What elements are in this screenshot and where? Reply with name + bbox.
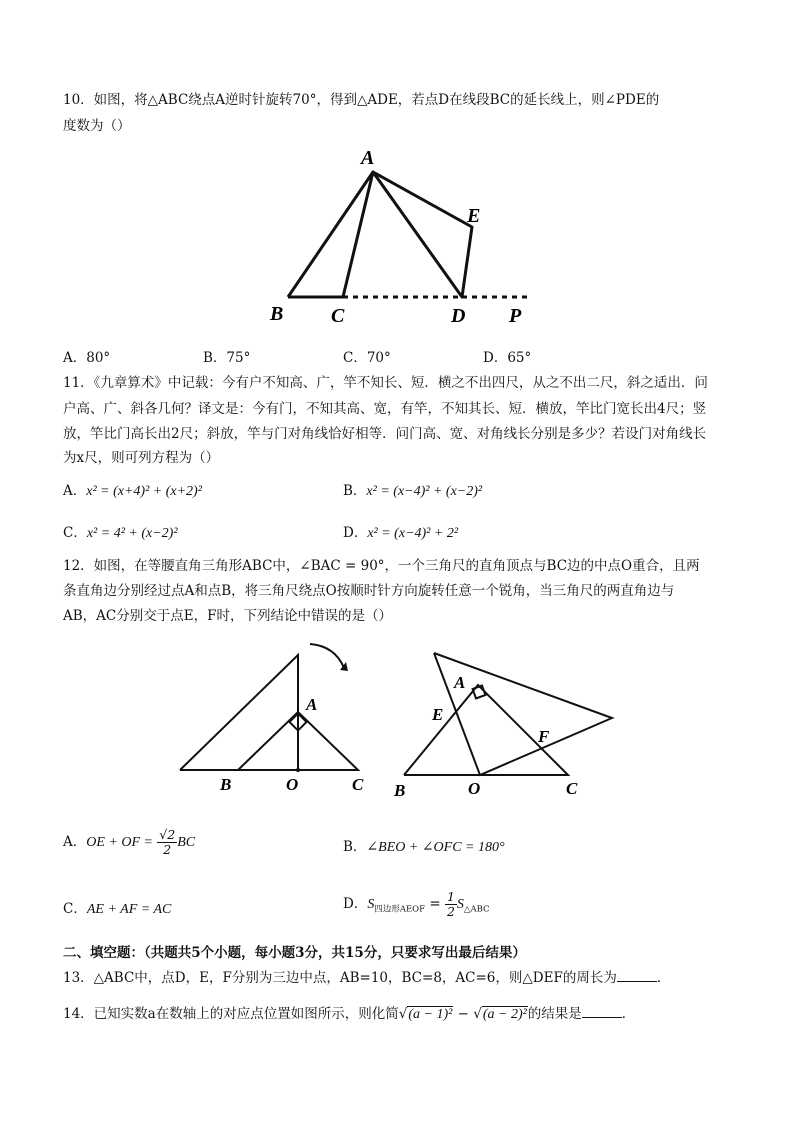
option-lhs: OE + OF = [86,835,153,850]
fig2-label-b: B [394,781,406,800]
numerator: 1 [446,889,455,904]
q11-stem-line2: 户高、广、斜各几何？译文是：今有门，不知其高、宽，有竿，不知其长、短．横放，竿比门宽长出4尺；竖 [63,401,707,417]
option-expr: x² = (x−4)² + 2² [367,526,459,541]
set-square [180,655,298,770]
fraction [157,828,177,857]
fig2-label-e: E [432,705,444,724]
q10-stem-line1: 10．如图，将△ABC绕点A逆时针旋转70°，得到△ADE，若点D在线段BC的延长线上，则∠PDE的 [63,92,660,108]
option-expr: AE + AF = AC [86,902,172,917]
q10-option-b: B．75° [203,350,251,366]
q12-option-c [63,900,171,919]
lhs-subscript: 四边形AEOF [374,904,426,915]
fig2-label-a: A [454,673,466,692]
label-d: D [451,305,466,327]
option-lhs: S [367,897,375,912]
option-rhs: BC [177,835,196,850]
q12-stem-line2: 条直角边分别经过点A和点B，将三角尺绕点O按顺时针方向旋转任意一个锐角，当三角尺的两直角边与 [63,583,675,599]
rhs-subscript: △ABC [463,904,490,915]
option-expr: x² = (x−4)² + (x−2)² [366,484,483,499]
fig1-label-a: A [306,695,318,714]
q11-option-d [343,524,458,543]
q11-option-c [63,524,178,543]
rotation-arrow [310,644,344,668]
q10-figure [255,140,545,335]
fraction [445,890,457,919]
label-c: C [331,305,345,327]
point-o [296,768,300,772]
q14-text: 14．已知实数a在数轴上的对应点位置如图所示，则化简 [63,1006,399,1022]
q14-end: ． [621,1006,636,1022]
option-letter: D． [343,525,368,541]
option-rhs: S [456,897,464,912]
label-b: B [270,303,284,325]
triangle-ade [373,172,472,297]
answer-blank[interactable] [582,1005,622,1018]
q11-stem-line3: 放，竿比门高长出2尺；斜放，竿与门对角线恰好相等．问门高、宽、对角线长分别是多少？若设门对角线长 [63,426,707,442]
option-letter: D． [343,896,368,912]
q13-text: 13．△ABC中，点D，E，F分别为三边中点，AB=10，BC=8，AC=6，则△DEF的周长为 [63,970,617,986]
rotated-set-square [434,653,612,775]
label-a: A [361,147,375,169]
q11-option-a [63,482,202,501]
q12-option-b [343,838,505,857]
q10-option-d: D．65° [483,350,532,366]
fig1-label-c: C [352,775,364,794]
q12-stem-line1: 12．如图，在等腰直角三角形ABC中，∠BAC = 90°，一个三角尺的直角顶点与BC边的中点O重合，且两 [63,558,700,574]
sqrt-icon: √ [398,1006,408,1022]
fig1-label-b: B [220,775,232,794]
triangle-abc [288,172,373,297]
q12-option-d [343,890,490,919]
label-p: P [509,305,522,327]
denominator: 2 [446,904,455,919]
answer-blank[interactable] [617,969,657,982]
minus-sign: − [453,1006,474,1022]
q12-option-a [63,828,195,857]
q13-end: ． [656,970,671,986]
fig2-label-c: C [566,779,578,798]
fig2-label-o: O [468,779,481,798]
option-expr: x² = 4² + (x−2)² [86,526,178,541]
option-expr: x² = (x+4)² + (x+2)² [86,484,202,499]
fig2-label-f: F [538,727,550,746]
q11-stem-line4: 为x尺，则可列方程为（） [63,450,220,466]
q11-option-b [343,482,482,501]
option-letter: C． [63,901,87,917]
q11-stem-line1: 11．《九章算术》中记载：今有户不知高、广，竿不知长、短．横之不出四尺，从之不出二尺，斜之适出．问 [63,375,708,391]
label-e: E [467,205,481,227]
q10-stem-line2: 度数为（） [63,118,131,134]
option-letter: C． [63,525,87,541]
q10-option-a: A．80° [63,350,111,366]
q13-stem [63,969,670,987]
sqrt-icon: √ [473,1006,482,1022]
q10-option-c: C．70° [343,350,391,366]
option-letter: A． [63,483,87,499]
option-letter: B． [343,839,367,855]
radicand-1: (a − 1)² [408,1007,453,1022]
numerator: √2 [159,827,176,842]
radicand-2: (a − 2)² [482,1007,527,1022]
q12-stem-line3: AB，AC分别交于点E，F时，下列结论中错误的是（） [63,608,392,624]
q14-text-post: 的结果是 [527,1006,582,1022]
option-expr: ∠BEO + ∠OFC = 180° [366,840,505,855]
section-2-title: 二、填空题：（共题共5个小题，每小题3分，共15分，只要求写出最后结果） [63,945,526,961]
option-letter: B． [343,483,367,499]
q12-figure-1 [170,640,380,800]
option-letter: A． [63,834,87,850]
equals-sign: = [425,896,445,912]
right-angle-mark [473,686,486,699]
fig1-label-o: O [286,775,299,794]
denominator: 2 [163,842,172,857]
q14-stem [63,1005,635,1023]
q12-figure-2 [390,640,620,800]
